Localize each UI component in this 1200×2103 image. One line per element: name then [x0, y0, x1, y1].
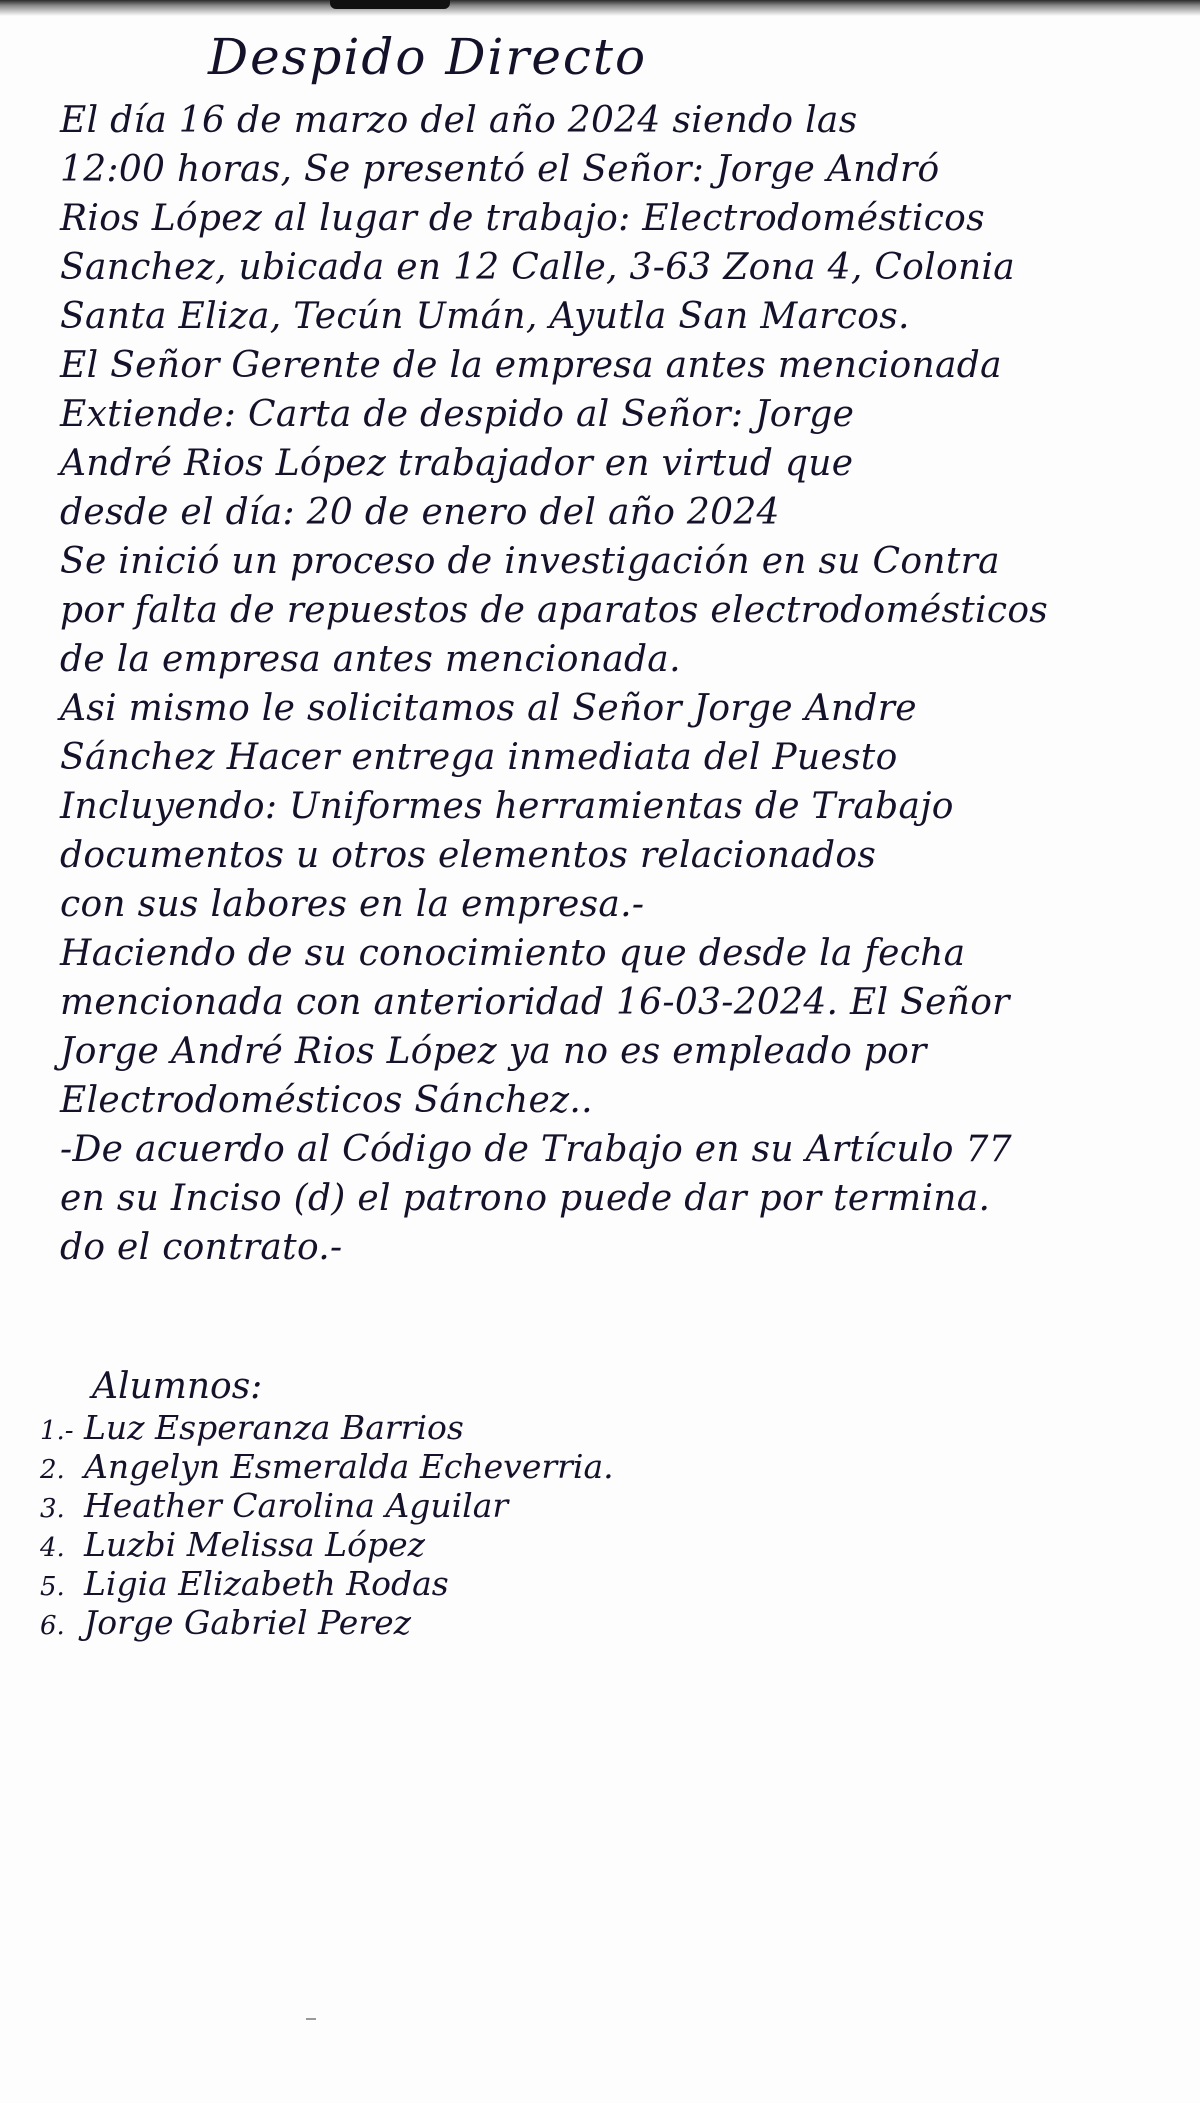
- student-number: 1.-: [40, 1416, 74, 1446]
- student-number: 2.: [40, 1455, 65, 1485]
- body-line: El día 16 de marzo del año 2024 siendo las: [60, 100, 858, 141]
- student-name: Luz Esperanza Barrios: [84, 1408, 464, 1447]
- student-number: 3.: [40, 1494, 65, 1524]
- body-line: desde el día: 20 de enero del año 2024: [60, 492, 780, 533]
- document-title: Despido Directo: [208, 28, 648, 86]
- body-line: documentos u otros elementos relacionados: [60, 835, 877, 876]
- student-item: [40, 1486, 614, 1525]
- body-line: de la empresa antes mencionada.: [60, 639, 681, 680]
- letter-body: [60, 96, 1170, 1272]
- body-line: en su Inciso (d) el patrono puede dar por termina.: [60, 1178, 991, 1219]
- students-heading: Alumnos:: [92, 1366, 263, 1407]
- body-line: Se inició un proceso de investigación en su Contra: [60, 541, 1000, 582]
- student-name: Heather Carolina Aguilar: [84, 1486, 509, 1525]
- student-item: [40, 1603, 614, 1642]
- scan-edge-shadow: [0, 0, 1200, 16]
- body-line: Santa Eliza, Tecún Umán, Ayutla San Marcos.: [60, 296, 910, 337]
- student-number: 6.: [40, 1611, 65, 1641]
- student-name: Jorge Gabriel Perez: [84, 1603, 412, 1642]
- body-line: 12:00 horas, Se presentó el Señor: Jorge Andró: [60, 149, 940, 190]
- student-item: [40, 1408, 614, 1447]
- student-name: Ligia Elizabeth Rodas: [84, 1564, 449, 1603]
- body-line: Haciendo de su conocimiento que desde la fecha: [60, 933, 966, 974]
- paper-speck: [306, 2018, 316, 2020]
- student-item: [40, 1564, 614, 1603]
- body-line: por falta de repuestos de aparatos electrodomésticos: [60, 590, 1049, 631]
- body-line: mencionada con anterioridad 16-03-2024. El Señor: [60, 982, 1010, 1023]
- body-line: Asi mismo le solicitamos al Señor Jorge Andre: [60, 688, 917, 729]
- body-line: Sanchez, ubicada en 12 Calle, 3-63 Zona 4, Colonia: [60, 247, 1016, 288]
- body-line: Extiende: Carta de despido al Señor: Jorge: [60, 394, 855, 435]
- student-item: [40, 1525, 614, 1564]
- body-line: con sus labores en la empresa.-: [60, 884, 645, 925]
- body-line: Rios López al lugar de trabajo: Electrodomésticos: [60, 198, 985, 239]
- body-line: El Señor Gerente de la empresa antes mencionada: [60, 345, 1002, 386]
- body-line: Sánchez Hacer entrega inmediata del Puesto: [60, 737, 898, 778]
- body-line: Electrodomésticos Sánchez..: [60, 1080, 593, 1121]
- student-name: Luzbi Melissa López: [84, 1525, 426, 1564]
- students-list: [40, 1408, 614, 1642]
- body-line: Jorge André Rios López ya no es empleado por: [60, 1031, 927, 1072]
- body-line: -De acuerdo al Código de Trabajo en su Artículo 77: [60, 1129, 1012, 1170]
- body-line: do el contrato.-: [60, 1227, 343, 1268]
- student-number: 5.: [40, 1572, 65, 1602]
- body-line: Incluyendo: Uniformes herramientas de Trabajo: [60, 786, 954, 827]
- student-name: Angelyn Esmeralda Echeverria.: [84, 1447, 614, 1486]
- student-item: [40, 1447, 614, 1486]
- student-number: 4.: [40, 1533, 65, 1563]
- body-line: André Rios López trabajador en virtud que: [60, 443, 854, 484]
